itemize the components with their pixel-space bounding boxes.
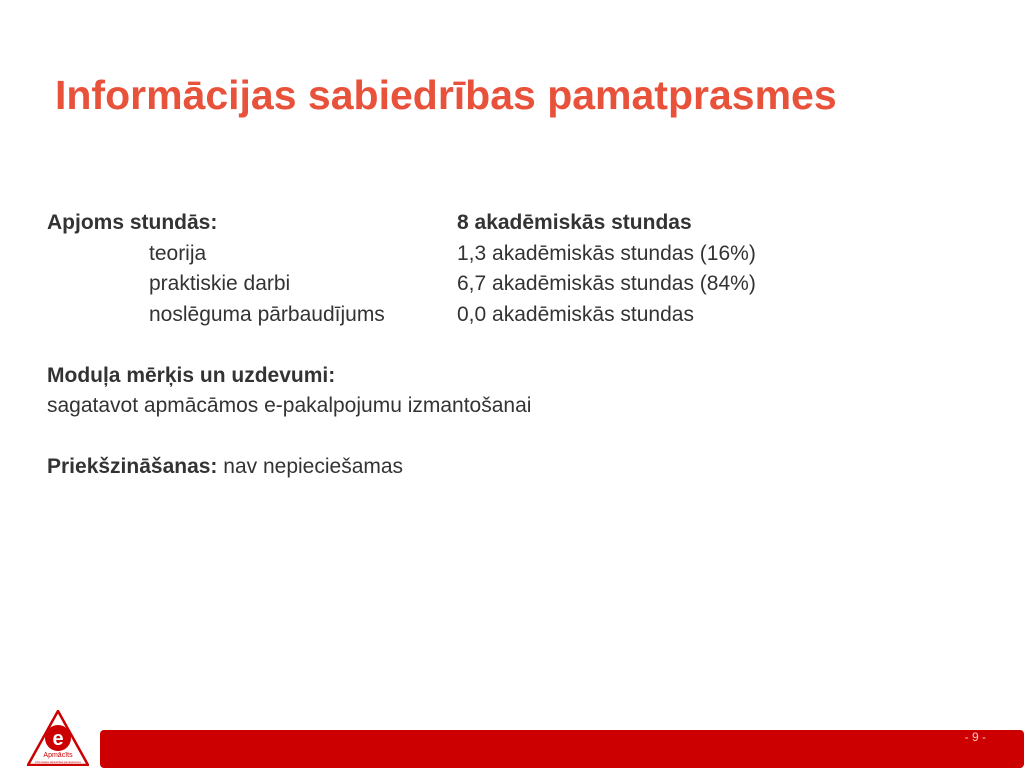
logo-subtext: informācijas sabiedrības pamatprasmes	[35, 761, 81, 764]
volume-label: Apjoms stundās:	[47, 211, 218, 234]
page-number: - 9 -	[964, 730, 986, 744]
volume-item-value: 0,0 akadēmiskās stundas	[457, 302, 694, 326]
volume-item-label: teorija	[149, 241, 207, 265]
spacer	[47, 422, 987, 453]
volume-item-practice	[47, 269, 987, 300]
volume-item-final-exam	[47, 300, 987, 331]
prerequisites	[47, 452, 403, 483]
volume-item-theory	[47, 239, 987, 270]
volume-item-label: noslēguma pārbaudījums	[149, 302, 385, 326]
volume-total: 8 akadēmiskās stundas	[457, 211, 692, 234]
spacer	[47, 330, 987, 361]
logo-letter: e	[52, 728, 64, 750]
slide-content	[47, 208, 987, 483]
goal-heading-row	[47, 361, 987, 392]
logo-text: Apmācīts	[43, 752, 73, 759]
volume-item-label: praktiskie darbi	[149, 272, 291, 295]
apmacits-logo	[27, 710, 89, 766]
goal-text: sagatavot apmācāmos e-pakalpojumu izmantošanai	[47, 394, 532, 417]
volume-item-value: 1,3 akadēmiskās stundas (16%)	[457, 241, 756, 265]
volume-item-value: 6,7 akadēmiskās stundas (84%)	[457, 272, 756, 295]
footer-bar	[100, 730, 1024, 768]
prerequisites-row	[47, 452, 987, 483]
volume-row	[47, 208, 987, 239]
goal-text-row	[47, 391, 987, 422]
goal-label: Moduļa mērķis un uzdevumi:	[47, 363, 336, 387]
prerequisites-label: Priekšzināšanas:	[47, 455, 218, 478]
prerequisites-text: nav nepieciešamas	[223, 455, 404, 478]
slide-title: Informācijas sabiedrības pamatprasmes	[55, 72, 837, 118]
